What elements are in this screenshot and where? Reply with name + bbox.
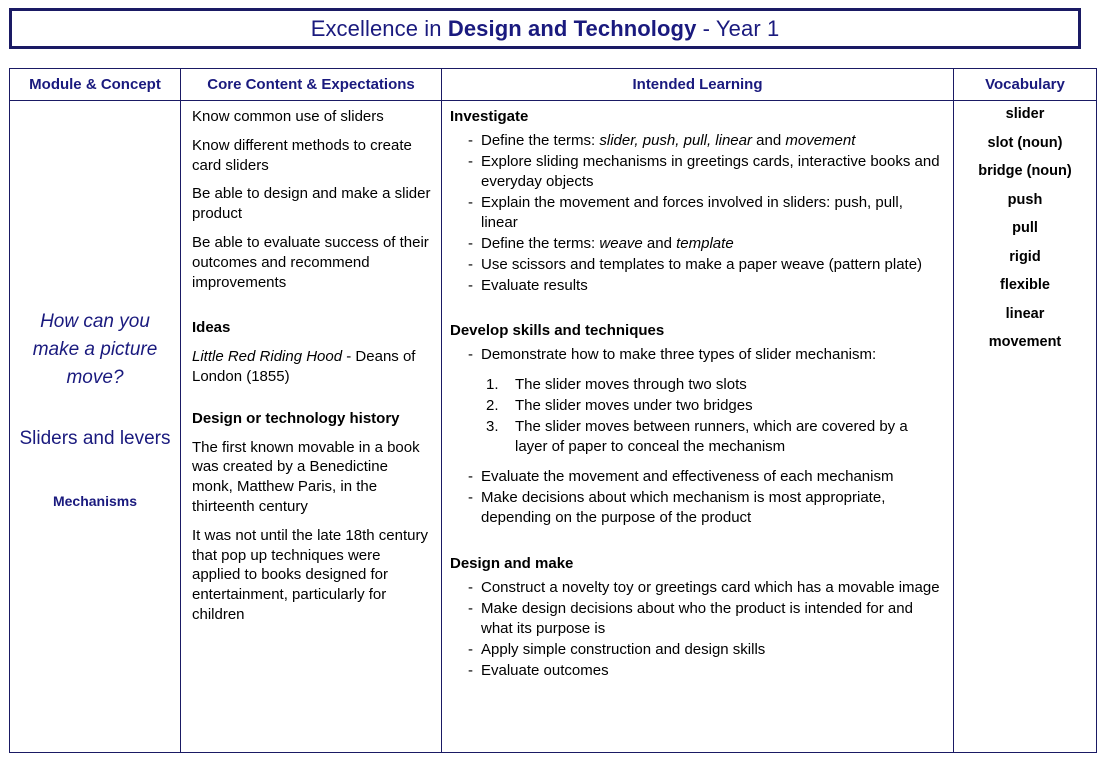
design-make-heading: Design and make [450, 554, 574, 572]
module-topic: Sliders and levers [19, 428, 171, 450]
investigate-item [468, 234, 943, 254]
module-concept-label: Mechanisms [52, 492, 138, 509]
develop-heading: Develop skills and techniques [450, 322, 665, 340]
ideas-reference [192, 347, 432, 387]
text-fragment: Define the terms: [481, 131, 600, 149]
develop-intro-list [450, 345, 943, 365]
title-prefix: Excellence in [310, 15, 448, 41]
develop-intro-item: - Demonstrate how to make three types of slider mechanism: [468, 345, 943, 365]
investigate-item: - Use scissors and templates to make a paper weave (pattern plate) [468, 255, 943, 275]
core-expectation: Know common use of sliders [192, 108, 384, 125]
investigate-item: - Explain the movement and forces involved in sliders: push, pull, linear [468, 193, 943, 233]
term-italic: template [676, 234, 734, 252]
vocabulary-word: pull [1012, 220, 1038, 236]
vocabulary-word: slider [1005, 106, 1045, 122]
slider-mechanism-item: The slider moves through two slots [515, 376, 747, 394]
vocabulary-word: slot (noun) [987, 134, 1063, 151]
core-expectation: Be able to design and make a slider product [192, 185, 431, 223]
ideas-title: Little Red Riding Hood [192, 348, 343, 366]
column-header-intended-learning: Intended Learning [442, 69, 954, 101]
vocabulary-word: flexible [1000, 277, 1050, 293]
column-header-core-content: Core Content & Expectations [181, 69, 442, 101]
design-make-item: - Construct a novelty toy or greetings card which has a movable image [468, 578, 943, 598]
investigate-heading: Investigate [450, 108, 529, 125]
slider-mechanism-list [450, 375, 943, 457]
slider-mechanism-item: The slider moves under two bridges [515, 397, 753, 415]
module-concept-cell [10, 101, 181, 752]
title-banner [9, 8, 1081, 49]
vocabulary-cell [954, 101, 1096, 752]
investigate-item: - Evaluate results [468, 276, 943, 296]
develop-outcome-item: - Make decisions about which mechanism is most appropriate, depending on the purpose of the product [468, 488, 943, 528]
investigate-item: - Explore sliding mechanisms in greetings cards, interactive books and everyday objects [468, 152, 943, 192]
vocabulary-word: rigid [1009, 248, 1041, 265]
develop-outcome-item: - Evaluate the movement and effectiveness of each mechanism [468, 467, 943, 487]
title-suffix: - Year 1 [696, 15, 780, 41]
core-content-cell [181, 101, 442, 752]
column-header-module: Module & Concept [10, 69, 181, 101]
slider-mechanism-item: The slider moves between runners, which are covered by a layer of paper to conceal the mechanism [515, 418, 908, 456]
vocabulary-word: push [1007, 191, 1043, 208]
column-header-vocabulary: Vocabulary [954, 69, 1096, 101]
intended-learning-cell [442, 101, 954, 752]
curriculum-table [9, 68, 1097, 753]
design-make-item: - Make design decisions about who the product is intended for and what its purpose is [468, 599, 943, 639]
term-italic: slider, push, pull, linear [599, 131, 752, 149]
history-paragraph: The first known movable in a book was created by a Benedictine monk, Matthew Paris, in the thirteenth century [192, 438, 420, 515]
module-question: How can you make a picture move? [32, 311, 158, 388]
vocabulary-word: linear [1005, 305, 1045, 322]
text-fragment: and [751, 131, 786, 149]
text-fragment: and [642, 234, 677, 252]
design-make-list [450, 578, 943, 681]
design-make-item: - Evaluate outcomes [468, 661, 943, 681]
investigate-list [450, 131, 943, 296]
history-heading: Design or technology history [192, 409, 400, 427]
core-expectation: Know different methods to create card sliders [192, 136, 412, 174]
ideas-heading: Ideas [192, 319, 231, 337]
vocabulary-word: bridge (noun) [978, 163, 1072, 179]
term-italic: weave [599, 234, 643, 252]
ideas-publisher: - Deans of London (1855) [192, 348, 416, 385]
design-make-item: - Apply simple construction and design skills [468, 640, 943, 660]
page-title [311, 16, 780, 42]
vocabulary-word: movement [988, 334, 1062, 350]
core-expectation: Be able to evaluate success of their outcomes and recommend improvements [192, 233, 429, 291]
title-subject: Design and Technology [447, 15, 697, 41]
investigate-item [468, 131, 943, 151]
history-paragraph: It was not until the late 18th century that pop up techniques were applied to books designed for entertainment, particularly for children [192, 526, 428, 623]
term-italic: movement [785, 131, 856, 149]
text-fragment: Define the terms: [481, 234, 600, 252]
develop-outcome-list [450, 467, 943, 528]
